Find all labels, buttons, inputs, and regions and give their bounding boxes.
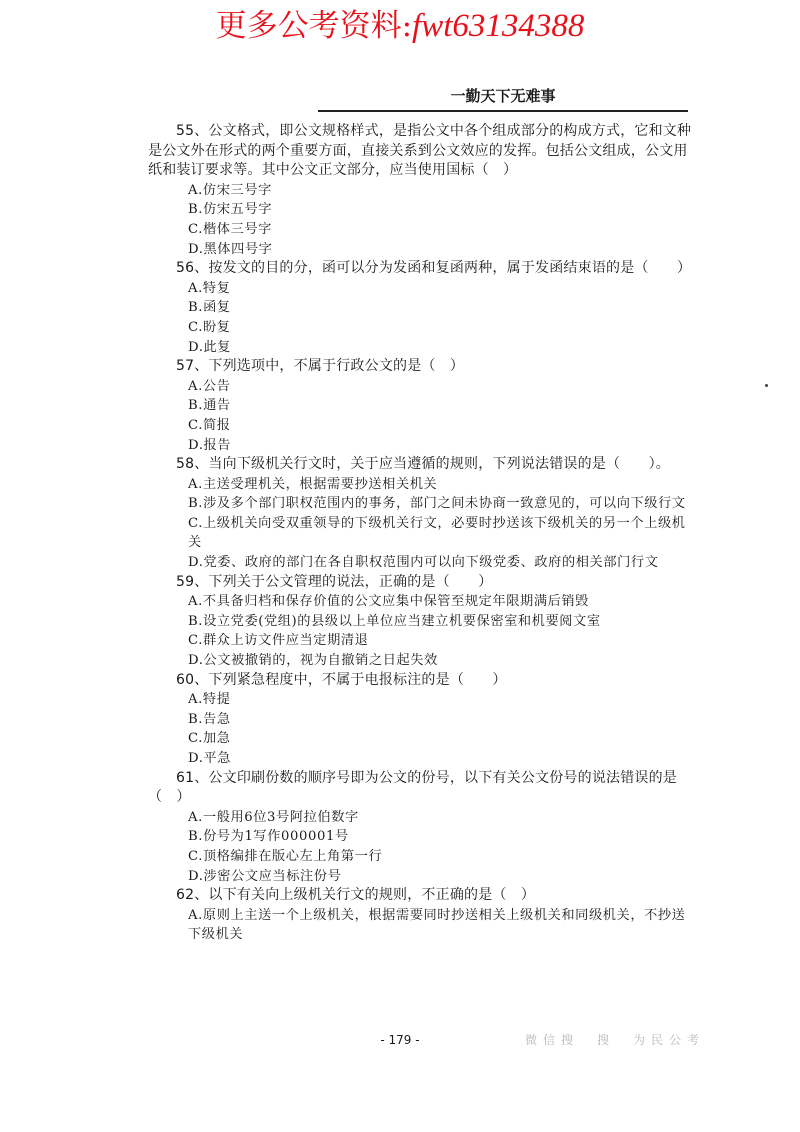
watermark-banner (0, 6, 800, 46)
scan-speck (765, 384, 768, 387)
question-text: 59、下列关于公文管理的说法，正确的是（ ） (176, 573, 493, 590)
option: B.设立党委(党组)的县级以上单位应当建立机要保密室和机要阅文室 (188, 613, 601, 629)
option: A.公告 (188, 378, 231, 394)
option: B.通告 (188, 398, 231, 414)
option: C.加急 (188, 731, 231, 747)
option: D.党委、政府的部门在各自职权范围内可以向下级党委、政府的相关部门行文 (188, 555, 659, 571)
question-text: 62、以下有关向上级机关行文的规则，不正确的是（ ） (176, 887, 536, 904)
option: B.份号为1写作000001号 (188, 829, 349, 845)
banner-code: fwt63134388 (412, 8, 585, 44)
option: C.简报 (188, 417, 231, 433)
option: A.特提 (188, 692, 231, 708)
option: B.函复 (188, 300, 231, 316)
question-text: 60、下列紧急程度中，不属于电报标注的是（ ） (176, 671, 507, 688)
option: D.此复 (188, 339, 232, 355)
question-text: 57、下列选项中，不属于行政公文的是（ ） (176, 358, 465, 375)
option: C.上级机关向受双重领导的下级机关行文，必要时抄送该下级机关的另一个上级机关 (188, 515, 686, 551)
option: B.告急 (188, 711, 231, 727)
banner-prefix: 更多公考资料: (215, 8, 413, 44)
option: A.一般用6位3号阿拉伯数字 (188, 809, 359, 825)
page-number: - 179 - (380, 1033, 420, 1047)
option: D.平急 (188, 751, 232, 766)
header-rule (318, 110, 688, 112)
option: A.原则上主送一个上级机关，根据需要同时抄送相关上级机关和同级机关，不抄送下级机关 (188, 907, 686, 943)
question-text: 58、当向下级机关行文时，关于应当遵循的规则，下列说法错误的是（ ）。 (176, 456, 671, 473)
option: C.顶格编排在版心左上角第一行 (188, 848, 383, 864)
question-text: 56、按发文的目的分，函可以分为发函和复函两种，属于发函结束语的是（ ） (176, 260, 692, 277)
question-text: 55、公文格式，即公文规格样式，是指公文中各个组成部分的构成方式，它和文种是公文外在形式的两个重要方面，直接关系到公文效应的发挥。包括公文组成，公文用纸和装订要求等。其中公文正文部分，应当使用国标（ ） (148, 123, 692, 179)
option: D.公文被撤销的，视为自撤销之日起失效 (188, 653, 438, 669)
option: B.涉及多个部门职权范围内的事务，部门之间未协商一致意见的，可以向下级行文 (188, 496, 686, 512)
option: A.不具备归档和保存价值的公文应集中保管至规定年限期满后销毁 (188, 594, 589, 610)
option: D.黑体四号字 (188, 241, 273, 257)
option: B.仿宋五号字 (188, 202, 273, 218)
option: C.群众上访文件应当定期清退 (188, 633, 369, 649)
option: C.盼复 (188, 319, 231, 335)
question-list (148, 122, 696, 945)
option: A.仿宋三号字 (188, 182, 272, 198)
question-text: 61、公文印刷份数的顺序号即为公文的份号，以下有关公文份号的说法错误的是（ ） (148, 769, 678, 806)
footer-faint-text: 微信搜 搜 为民公考 (525, 1033, 706, 1047)
option: D.涉密公文应当标注份号 (188, 868, 342, 884)
option: C.楷体三号字 (188, 221, 272, 237)
option: D.报告 (188, 437, 232, 453)
page-header-title: 一勤天下无难事 (450, 87, 556, 105)
option: A.特复 (188, 280, 231, 296)
option: A.主送受理机关，根据需要抄送相关机关 (188, 476, 438, 492)
